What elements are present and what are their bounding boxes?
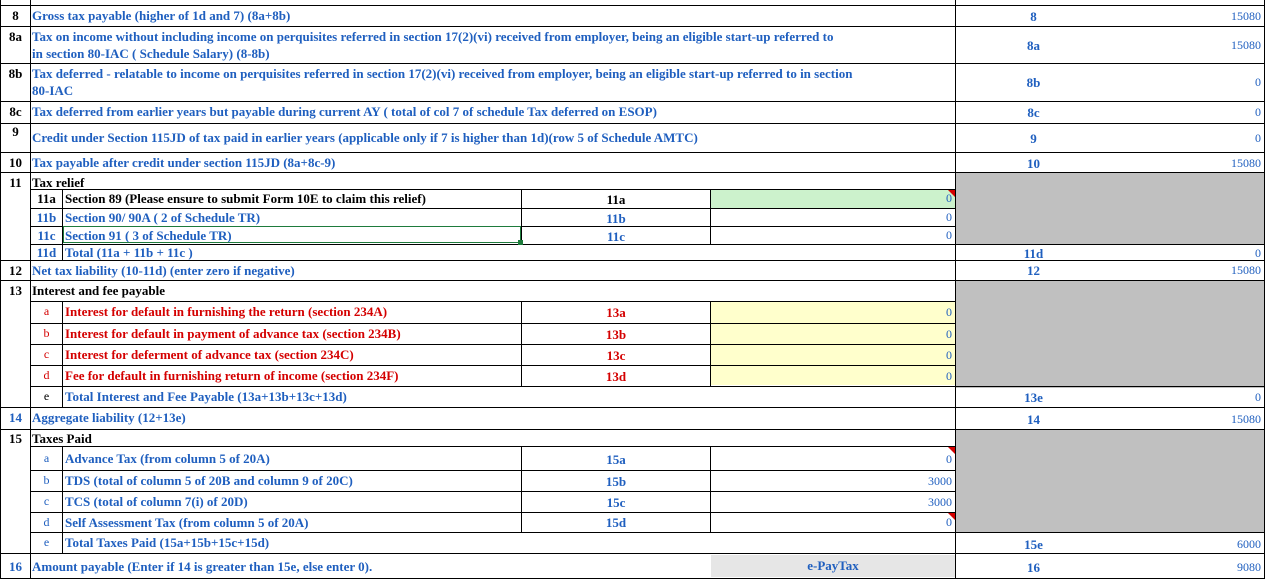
row-15b-code: 15b <box>605 474 627 489</box>
input-13b[interactable]: 0 <box>946 327 952 341</box>
value-15b: 3000 <box>928 474 952 488</box>
row-8b-label-line1: Tax deferred - relatable to income on perquisites referred in section 17(2)(vi) received from employer, being an eligible start-up referred to in section <box>32 66 853 81</box>
row-13e-label: Total Interest and Fee Payable (13a+13b+13c+13d) <box>65 389 347 404</box>
row-13b-label: Interest for default in payment of advance tax (section 234B) <box>65 326 401 341</box>
row-11b-code: 11b <box>606 211 626 226</box>
row-11b-label: Section 90/ 90A ( 2 of Schedule TR) <box>65 210 261 225</box>
row-10-num: 10 <box>9 155 22 170</box>
input-13c[interactable]: 0 <box>946 348 952 362</box>
row-12-label: Net tax liability (10-11d) (enter zero if negative) <box>32 263 295 278</box>
row-13b-num: b <box>43 326 50 340</box>
e-pay-tax-button[interactable]: e-PayTax <box>711 555 955 577</box>
row-15-label: Taxes Paid <box>32 431 92 446</box>
row-16-label: Amount payable (Enter if 14 is greater than 15e, else enter 0). <box>32 559 373 574</box>
row-15a-num: a <box>43 451 50 465</box>
row-13d-num: d <box>43 368 50 382</box>
row-15d-label: Self Assessment Tax (from column 5 of 20A) <box>65 515 309 530</box>
row-13e-num: e <box>43 389 50 403</box>
row-11d-code: 11d <box>1023 246 1044 261</box>
row-9-label: Credit under Section 115JD of tax paid in earlier years (applicable only if 7 is higher than 1d)(row 5 of Schedule AMTC) <box>32 130 698 145</box>
row-15b-num: b <box>43 473 50 487</box>
row-11d-label: Total (11a + 11b + 11c ) <box>65 245 193 260</box>
row-13c-num: c <box>43 347 50 361</box>
row-8-code: 8 <box>1030 9 1037 24</box>
row-8a-label-line1: Tax on income without including income on perquisites referred in section 17(2)(vi) received from employer, being an eligible start-up referred to <box>32 29 834 44</box>
row-8c-value: 0 <box>1255 105 1261 119</box>
value-11b: 0 <box>946 210 952 224</box>
row-15a-label: Advance Tax (from column 5 of 20A) <box>65 451 270 466</box>
row-8b-code: 8b <box>1026 75 1041 90</box>
row-14-code: 14 <box>1027 412 1040 427</box>
row-8c-label: Tax deferred from earlier years but payable during current AY ( total of col 7 of schedule Tax deferred on ESOP) <box>32 104 657 119</box>
row-8-label: Gross tax payable (higher of 1d and 7) (8a+8b) <box>32 8 291 23</box>
input-13a[interactable]: 0 <box>946 305 952 319</box>
row-15d-code: 15d <box>605 515 627 530</box>
row-15e-code: 15e <box>1024 537 1043 552</box>
row-8a-value: 15080 <box>1231 38 1261 52</box>
row-13a-code: 13a <box>606 305 626 320</box>
row-15e-value: 6000 <box>1237 537 1261 551</box>
row-11-num: 11 <box>9 175 22 190</box>
row-13d-code: 13d <box>605 369 627 384</box>
row-13d-label: Fee for default in furnishing return of income (section 234F) <box>65 368 399 383</box>
row-11d-num: 11d <box>36 245 57 260</box>
value-15c: 3000 <box>928 495 952 509</box>
row-8-num: 8 <box>12 8 19 23</box>
input-15a[interactable]: 0 <box>946 452 952 466</box>
row-8a-code: 8a <box>1027 38 1040 53</box>
row-15e-label: Total Taxes Paid (15a+15b+15c+15d) <box>65 535 270 550</box>
row-9-code: 9 <box>1030 131 1037 146</box>
row-11c-label: Section 91 ( 3 of Schedule TR) <box>65 228 232 243</box>
row-8c-code: 8c <box>1027 105 1040 120</box>
row-8b-value: 0 <box>1255 75 1261 89</box>
row-13-num: 13 <box>9 283 22 298</box>
row-9-num: 9 <box>12 124 19 139</box>
row-14-label: Aggregate liability (12+13e) <box>32 410 186 425</box>
row-13c-code: 13c <box>606 348 626 363</box>
row-15c-label: TCS (total of column 7(i) of 20D) <box>65 494 248 509</box>
disabled-block-11 <box>956 173 1265 244</box>
value-11c: 0 <box>946 228 952 242</box>
row-11-label: Tax relief <box>32 175 85 190</box>
row-11c-code: 11c <box>606 229 626 244</box>
row-14-num: 14 <box>9 410 22 425</box>
row-15b-label: TDS (total of column 5 of 20B and column 9 of 20C) <box>65 473 353 488</box>
row-13e-value: 0 <box>1255 390 1261 404</box>
input-13d[interactable]: 0 <box>946 369 952 383</box>
row-15a-code: 15a <box>606 452 626 467</box>
row-15-num: 15 <box>9 431 22 446</box>
row-15c-num: c <box>43 494 50 508</box>
row-13a-num: a <box>43 304 50 318</box>
row-8a-num: 8a <box>9 29 22 44</box>
row-10-code: 10 <box>1027 156 1040 171</box>
disabled-block-15 <box>956 430 1265 532</box>
row-15c-code: 15c <box>606 495 626 510</box>
disabled-block-13 <box>956 281 1265 388</box>
row-15d-num: d <box>43 515 50 529</box>
row-10-label: Tax payable after credit under section 115JD (8a+8c-9) <box>32 155 336 170</box>
row-13e-code: 13e <box>1024 390 1043 405</box>
row-11d-value: 0 <box>1255 246 1261 260</box>
row-11b-num: 11b <box>36 210 57 225</box>
row-10-value: 15080 <box>1231 156 1261 170</box>
row-16-code: 16 <box>1027 560 1040 575</box>
row-12-num: 12 <box>9 263 22 278</box>
row-16-value: 9080 <box>1237 560 1261 574</box>
row-13-label: Interest and fee payable <box>32 283 166 298</box>
row-8b-num: 8b <box>8 66 23 81</box>
row-12-value: 15080 <box>1231 263 1261 277</box>
row-8a-label-line2: in section 80-IAC ( Schedule Salary) (8-8b) <box>32 46 270 61</box>
row-13c-label: Interest for deferment of advance tax (section 234C) <box>65 347 354 362</box>
row-13a-label: Interest for default in furnishing the return (section 234A) <box>65 304 388 319</box>
row-9-value: 0 <box>1255 131 1261 145</box>
row-16-num: 16 <box>9 559 22 574</box>
row-11c-num: 11c <box>37 228 56 243</box>
row-11a-num: 11a <box>37 191 56 206</box>
row-8c-num: 8c <box>9 104 22 119</box>
input-11a[interactable]: 0 <box>946 191 952 205</box>
row-8-value: 15080 <box>1231 9 1261 23</box>
row-13b-code: 13b <box>605 327 627 342</box>
row-14-value: 15080 <box>1231 412 1261 426</box>
row-12-code: 12 <box>1027 263 1040 278</box>
row-11a-code: 11a <box>606 192 626 207</box>
row-11a-label: Section 89 (Please ensure to submit Form 10E to claim this relief) <box>65 191 426 206</box>
input-15d[interactable]: 0 <box>946 515 952 529</box>
row-15e-num: e <box>43 535 50 549</box>
comment-marker <box>948 190 955 197</box>
row-8b-label-line2: 80-IAC <box>32 83 74 98</box>
selected-cell-border <box>63 226 521 243</box>
